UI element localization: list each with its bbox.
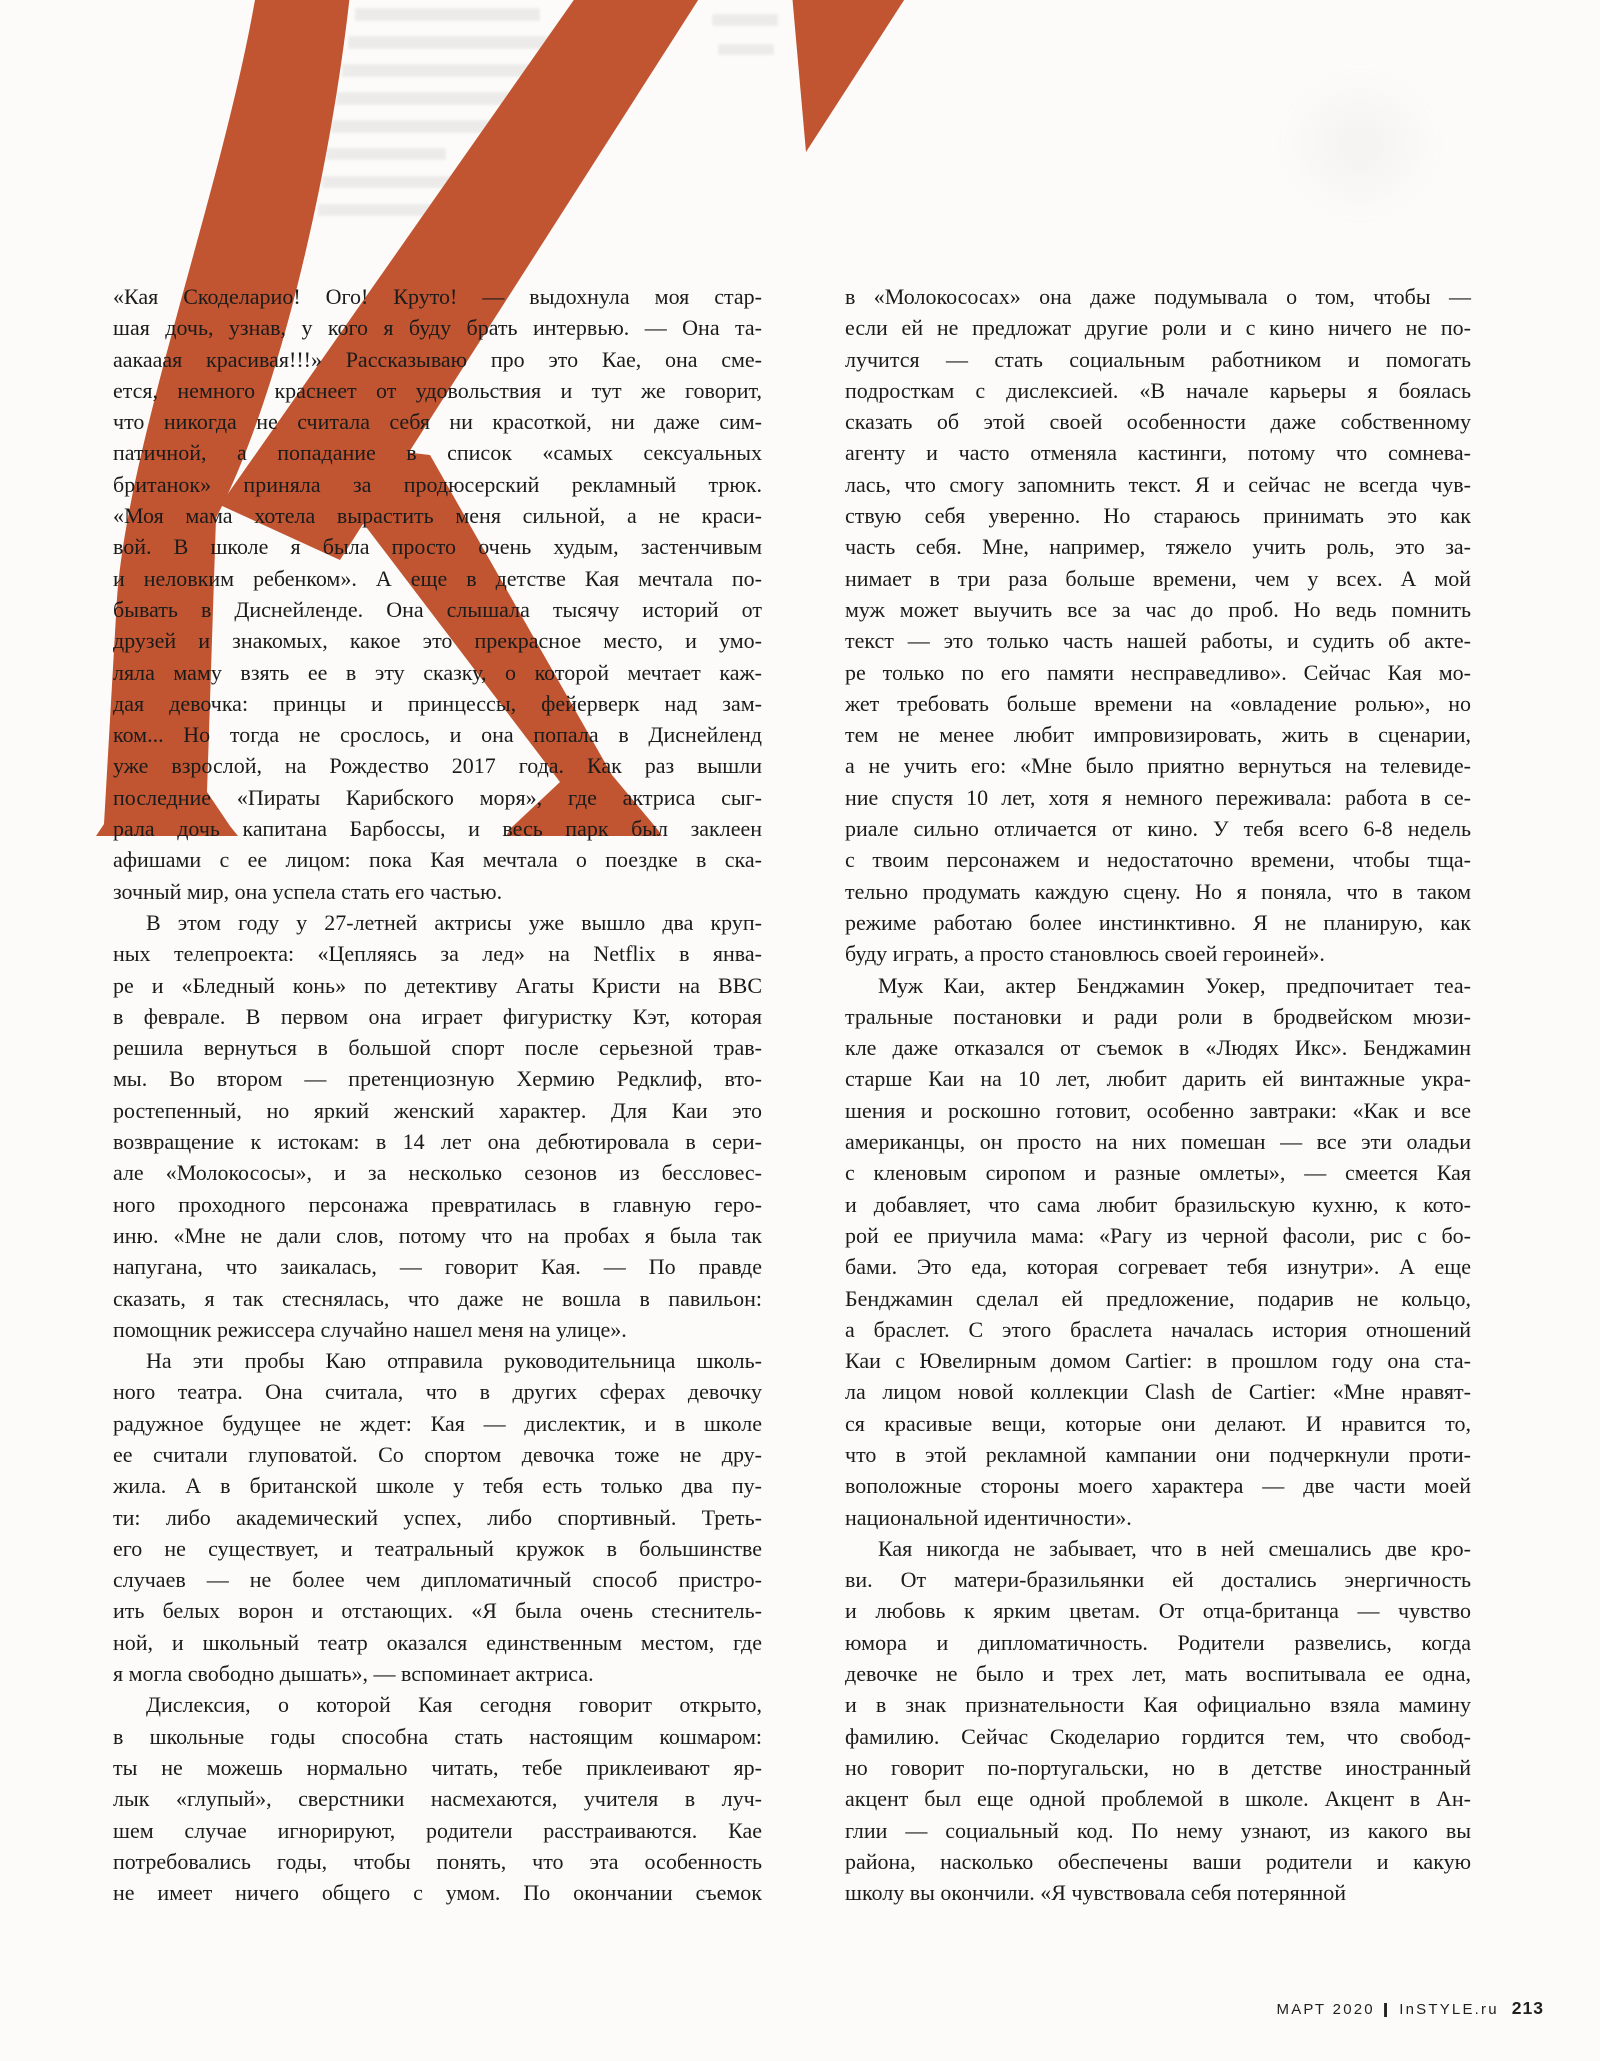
text-line: ви. От матери-бразильянки ей достались энергичность <box>845 1567 1471 1593</box>
text-line: аакааая красивая!!!» Рассказываю про это Кае, она сме- <box>113 346 762 372</box>
text-line: шая дочь, узнав, у кого я буду брать интервью. — Она та- <box>113 315 762 341</box>
text-line: района, насколько обеспечены ваши родители и какую <box>845 1848 1471 1874</box>
text-line: ре только по его памяти несправедливо». Сейчас Кая мо- <box>845 659 1471 685</box>
text-line: агенту и часто отменяла кастинги, потому что сомнева- <box>845 440 1471 466</box>
text-line: друзей и знакомых, какое это прекрасное место, и умо- <box>113 628 762 654</box>
text-line: «Кая Скоделарио! Ого! Круто! — выдохнула моя стар- <box>113 284 762 309</box>
text-line: ростепенный, но яркий женский характер. Для Каи это <box>113 1097 762 1123</box>
text-line: юмора и дипломатичность. Родители развелись, когда <box>845 1629 1471 1655</box>
text-line: муж может выучить все за час до проб. Но ведь помнить <box>845 596 1471 622</box>
text-line: девочке не было и трех лет, мать воспитывала ее одна, <box>845 1661 1471 1687</box>
text-line: старше Каи на 10 лет, любит дарить ей винтажные укра- <box>845 1066 1471 1092</box>
text-line: лучится — стать социальным работником и помогать <box>845 346 1471 372</box>
text-line: В этом году у 27-летней актрисы уже вышло два круп- <box>146 909 762 935</box>
text-line: что в этой рекламной кампании они подчеркнули проти- <box>845 1441 1471 1467</box>
text-line: ных телепроекта: «Цепляясь за лед» на Netflix в янва- <box>113 941 762 967</box>
text-line: патичной, а попадание в список «самых сексуальных <box>113 440 762 466</box>
text-line: Бенджамин сделал ей предложение, подарив не кольцо, <box>845 1285 1471 1311</box>
text-line: в «Молокососах» она даже подумывала о том, чтобы — <box>845 284 1471 309</box>
text-line: сказать, я так стеснялась, что даже не вошла в павильон: <box>113 1285 762 1311</box>
text-line: жила. А в британской школе у тебя есть только два пу- <box>113 1473 762 1499</box>
article-column-left <box>113 281 762 1908</box>
text-line: ного проходного персонажа превратилась в главную геро- <box>113 1191 762 1217</box>
showthrough-blotch <box>1280 70 1440 220</box>
text-line: но говорит по-португальски, но в детстве иностранный <box>845 1754 1471 1780</box>
footer-separator: | <box>1382 2001 1392 2018</box>
text-line: помощник режиссера случайно нашел меня на улице». <box>113 1316 627 1342</box>
text-line: «Моя мама хотела вырастить меня сильной, а не краси- <box>113 503 762 529</box>
text-line: подросткам с дислексией. «В начале карьеры я боялась <box>845 377 1471 403</box>
text-line: кле даже отказался от съемок в «Людях Икс». Бенджамин <box>845 1035 1471 1061</box>
text-line: британок» приняла за продюсерский рекламный трюк. <box>113 471 762 497</box>
text-line: акцент был еще одной проблемой в школе. Акцент в Ан- <box>845 1786 1471 1812</box>
text-line: мы. Во втором — претенциозную Хермию Редклиф, вто- <box>113 1066 762 1092</box>
text-line: ре и «Бледный конь» по детективу Агаты Кристи на BBC <box>113 972 762 998</box>
text-line: режиме работаю более инстинктивно. Я не планирую, как <box>845 909 1471 935</box>
text-line: Муж Каи, актер Бенджамин Уокер, предпочитает теа- <box>878 972 1471 998</box>
text-line: ти: либо академический успех, либо спортивный. Треть- <box>113 1504 762 1530</box>
text-line: если ей не предложат другие роли и с кино ничего не по- <box>845 315 1471 341</box>
text-line: уже взрослой, на Рождество 2017 года. Как раз вышли <box>113 753 762 779</box>
text-line: я могла свободно дышать», — вспоминает актриса. <box>113 1661 594 1687</box>
text-line: жет требовать больше времени на «овладение ролью», но <box>845 690 1471 716</box>
text-line: решила вернуться в большой спорт после серьезной трав- <box>113 1035 762 1061</box>
text-line: риале сильно отличается от кино. У тебя всего 6-8 недель <box>845 816 1471 842</box>
text-line: и добавляет, что сама любит бразильскую кухню, к кото- <box>845 1191 1471 1217</box>
page-number: 213 <box>1511 1998 1544 2018</box>
text-line: не имеет ничего общего с умом. По окончании съемок <box>113 1880 762 1906</box>
text-line: тельно продумать каждую сцену. Но я поняла, что в таком <box>845 878 1471 904</box>
text-line: афишами с ее лицом: пока Кая мечтала о поездке в ска- <box>113 847 762 873</box>
text-line: его не существует, и театральный кружок в большинстве <box>113 1535 762 1561</box>
article-column-right <box>845 281 1471 1908</box>
text-line: глии — социальный код. По нему узнают, из какого вы <box>845 1817 1471 1843</box>
footer-issue: МАРТ 2020 <box>1276 2001 1375 2018</box>
text-line: ить белых ворон и отстающих. «Я была очень стеснитель- <box>113 1598 762 1624</box>
text-line: але «Молокососы», и за несколько сезонов из бессловес- <box>113 1160 762 1186</box>
text-line: дая девочка: принцы и принцессы, фейерверк над зам- <box>113 690 762 716</box>
text-line: На эти пробы Каю отправила руководительница школь- <box>146 1348 762 1374</box>
text-line: а не учить его: «Мне было приятно вернуться на телевиде- <box>845 753 1471 779</box>
text-line: с твоим персонажем и недостаточно времени, чтобы тща- <box>845 847 1471 873</box>
letter-k-serif-sliver <box>792 0 908 152</box>
text-line: и неловким ребенком». А еще в детстве Кая мечтала по- <box>113 565 762 591</box>
text-line: с кленовым сиропом и разные омлеты», — смеется Кая <box>845 1160 1471 1186</box>
text-line: бывать в Диснейленде. Она слышала тысячу историй от <box>113 596 762 622</box>
text-line: ты не можешь нормально читать, тебе приклеивают яр- <box>113 1754 762 1780</box>
text-line: что никогда не считала себя ни красоткой, ни даже сим- <box>113 409 762 435</box>
text-line: рой ее приучила мама: «Рагу из черной фасоли, рис с бо- <box>845 1222 1471 1248</box>
footer-site: InSTYLE.ru <box>1399 2001 1499 2018</box>
text-line: Кая никогда не забывает, что в ней смешались две кро- <box>878 1535 1471 1561</box>
text-line: потребовались годы, чтобы понять, что эта особенность <box>113 1848 762 1874</box>
text-line: национальной идентичности». <box>845 1504 1132 1530</box>
text-line: фамилию. Сейчас Скоделарио гордится тем, что свобод- <box>845 1723 1471 1749</box>
text-line: вой. В школе я была просто очень худым, застенчивым <box>113 534 762 560</box>
text-line: бами. Это еда, которая согревает тебя изнутри». А еще <box>845 1254 1471 1280</box>
text-line: случаев — не более чем дипломатичный способ пристро- <box>113 1567 762 1593</box>
text-line: школу вы окончили. «Я чувствовала себя потерянной <box>845 1880 1347 1906</box>
text-line: лык «глупый», сверстники насмехаются, учителя в луч- <box>113 1786 762 1812</box>
text-line: ной, и школьный театр оказался единственным местом, где <box>113 1629 762 1655</box>
text-line: рала дочь капитана Барбоссы, и весь парк был заклеен <box>113 816 762 842</box>
text-line: ствую себя уверенно. Но стараюсь принимать это как <box>845 503 1471 529</box>
text-line: а браслет. С этого браслета началась история отношений <box>845 1316 1471 1342</box>
text-line: ком... Но тогда не срослось, и она попала в Диснейленд <box>113 722 762 748</box>
text-line: радужное будущее не ждет: Кая — дислектик, и в школе <box>113 1410 762 1436</box>
text-line: и любовь к ярким цветам. От отца-британца — чувство <box>845 1598 1471 1624</box>
page-footer <box>1277 1998 1545 2019</box>
text-line: воположные стороны моего характера — две части моей <box>845 1473 1471 1499</box>
text-line: буду играть, а просто становлюсь своей героиней». <box>845 941 1325 967</box>
text-line: Дислексия, о которой Кая сегодня говорит открыто, <box>146 1692 762 1718</box>
text-line: текст — это только часть нашей работы, и судить об акте- <box>845 628 1471 654</box>
text-line: и в знак признательности Кая официально взяла мамину <box>845 1692 1471 1718</box>
text-line: лась, что смогу запомнить текст. Я и сейчас не всегда чув- <box>845 471 1471 497</box>
text-line: нимает в три раза больше времени, чем у всех. А мой <box>845 565 1471 591</box>
text-line: шения и роскошно готовит, особенно завтраки: «Как и все <box>845 1097 1471 1123</box>
text-line: в феврале. В первом она играет фигуристку Кэт, которая <box>113 1003 762 1029</box>
text-line: напугана, что заикалась, — говорит Кая. — По правде <box>113 1254 762 1280</box>
text-line: часть себя. Мне, например, тяжело учить роль, это за- <box>845 534 1471 560</box>
text-line: зочный мир, она успела стать его частью. <box>113 878 503 904</box>
text-line: шем случае игнорируют, родители расстраиваются. Кае <box>113 1817 762 1843</box>
text-line: ляла маму взять ее в эту сказку, о которой мечтает каж- <box>113 659 762 685</box>
text-line: ла лицом новой коллекции Clash de Cartier: «Мне нравят- <box>845 1379 1471 1405</box>
text-line: тральные постановки и ради роли в бродвейском мюзи- <box>845 1003 1471 1029</box>
text-line: в школьные годы способна стать настоящим кошмаром: <box>113 1723 762 1749</box>
text-line: сказать об этой своей особенности даже собственному <box>845 409 1471 435</box>
text-line: ее считали глуповатой. Со спортом девочка тоже не дру- <box>113 1441 762 1467</box>
text-line: американцы, он просто на них помешан — все эти оладьи <box>845 1129 1471 1155</box>
text-line: ного театра. Она считала, что в других сферах девочку <box>113 1379 762 1405</box>
text-line: ся красивые вещи, которые они делают. И нравится то, <box>845 1410 1471 1436</box>
text-line: ется, немного краснеет от удовольствия и тут же говорит, <box>113 377 762 403</box>
text-line: тем не менее любит импровизировать, жить в сценарии, <box>845 722 1471 748</box>
text-line: возвращение к истокам: в 14 лет она дебютировала в сери- <box>113 1129 762 1155</box>
text-line: иню. «Мне не дали слов, потому что на пробах я была так <box>113 1222 762 1248</box>
text-line: последние «Пираты Карибского моря», где актриса сыг- <box>113 784 762 810</box>
text-line: Каи с Ювелирным домом Cartier: в прошлом году она ста- <box>845 1348 1471 1374</box>
text-line: ние спустя 10 лет, хотя я немного переживала: работа в се- <box>845 784 1471 810</box>
